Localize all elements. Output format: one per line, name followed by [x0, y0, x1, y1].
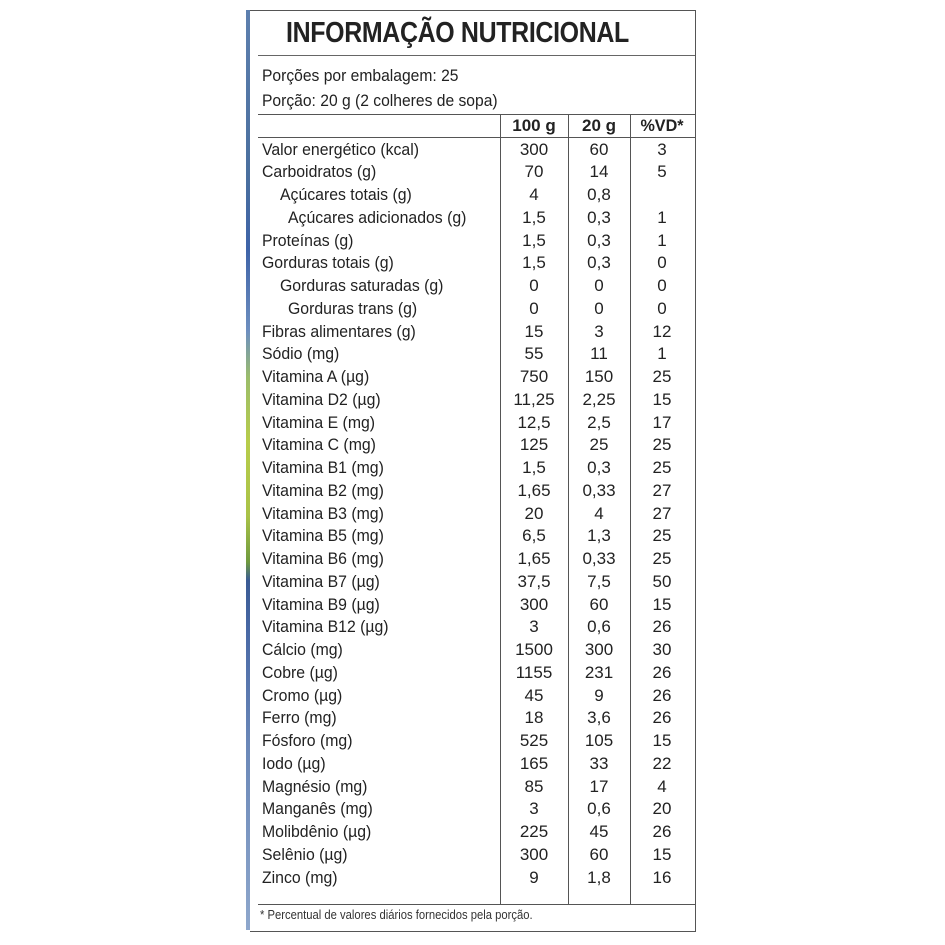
table-row [258, 821, 695, 844]
table-row [258, 457, 695, 480]
value-vd: 0 [657, 298, 667, 318]
value-per-20g: 1,3 [587, 526, 611, 546]
value-per-100g: 165 [519, 753, 549, 773]
value-vd: 25 [652, 549, 672, 568]
value-per-100g: 4 [529, 185, 539, 204]
value-per-20g: 0,6 [587, 799, 611, 819]
value-per-20g: 60 [589, 844, 609, 864]
value-vd: 26 [652, 822, 672, 841]
table-row [258, 161, 695, 184]
nutrient-name: Vitamina B2 (mg) [262, 480, 384, 500]
value-per-20g: 0,6 [587, 617, 611, 637]
footnote: * Percentual de valores diários fornecidos pela porção. [260, 908, 533, 922]
value-per-20g: 105 [584, 731, 614, 750]
value-vd: 15 [652, 389, 672, 409]
value-per-100g: 0 [529, 298, 539, 318]
table-row [258, 867, 695, 890]
nutrient-name: Vitamina C (mg) [262, 435, 376, 455]
nutrient-name: Cobre (µg) [262, 662, 338, 682]
value-per-20g: 0,3 [587, 207, 611, 227]
value-per-100g: 1,65 [517, 549, 551, 568]
nutrient-name: Molibdênio (µg) [262, 822, 372, 841]
value-per-20g: 14 [589, 162, 609, 182]
value-vd: 25 [652, 367, 672, 386]
value-per-20g: 0 [594, 276, 604, 295]
value-per-100g: 1500 [515, 640, 553, 659]
value-per-100g: 6,5 [522, 526, 546, 546]
table-row [258, 366, 695, 389]
value-per-20g: 1,8 [587, 867, 611, 887]
value-vd: 0 [657, 276, 667, 295]
nutrient-name: Vitamina B3 (mg) [262, 503, 384, 523]
value-per-20g: 3 [594, 321, 604, 341]
table-row [258, 343, 695, 366]
nutrient-name: Proteínas (g) [262, 230, 354, 250]
table-row [258, 275, 695, 298]
table-row [258, 639, 695, 662]
value-per-20g: 45 [589, 822, 609, 841]
value-per-100g: 525 [519, 731, 549, 750]
table-row [258, 480, 695, 503]
nutrition-label [250, 10, 696, 932]
value-per-20g: 7,5 [587, 571, 611, 591]
nutrient-name: Vitamina A (µg) [262, 367, 370, 386]
value-per-20g: 0,8 [587, 185, 611, 204]
table-row [258, 730, 695, 753]
nutrient-name: Iodo (µg) [262, 753, 326, 773]
nutrient-name: Gorduras saturadas (g) [280, 276, 444, 295]
value-vd: 26 [652, 685, 672, 705]
nutrient-name: Zinco (mg) [262, 867, 338, 887]
value-vd: 1 [657, 344, 667, 364]
nutrient-name: Cromo (µg) [262, 685, 343, 705]
value-per-20g: 9 [594, 685, 604, 705]
value-vd: 25 [652, 526, 672, 546]
value-per-100g: 3 [529, 799, 539, 819]
nutrient-name: Vitamina B7 (µg) [262, 571, 380, 591]
table-row [258, 184, 695, 207]
column-header-vd: %VD* [640, 116, 684, 135]
value-per-100g: 300 [519, 594, 549, 614]
value-per-100g: 37,5 [517, 571, 551, 591]
column-header-20g: 20 g [581, 116, 617, 135]
nutrient-name: Ferro (mg) [262, 708, 337, 728]
value-per-100g: 70 [524, 162, 544, 182]
value-vd: 16 [652, 867, 672, 887]
nutrient-name: Açúcares totais (g) [280, 185, 412, 204]
nutrient-name: Carboidratos (g) [262, 162, 377, 182]
value-vd: 0 [657, 253, 667, 273]
value-per-20g: 0,33 [582, 480, 616, 500]
value-per-100g: 3 [529, 617, 539, 637]
value-per-100g: 45 [524, 685, 544, 705]
value-per-100g: 1,5 [522, 207, 546, 227]
nutrient-name: Vitamina B6 (mg) [262, 549, 384, 568]
value-per-100g: 300 [519, 139, 549, 159]
table-row [258, 230, 695, 253]
value-per-100g: 12,5 [517, 412, 551, 432]
nutrient-name: Fibras alimentares (g) [262, 321, 416, 341]
value-per-100g: 1,5 [522, 458, 546, 477]
table-row [258, 844, 695, 867]
nutrient-name: Valor energético (kcal) [262, 139, 420, 159]
serving-size: Porção: 20 g (2 colheres de sopa) [262, 91, 498, 110]
value-per-20g: 150 [584, 367, 614, 386]
value-per-100g: 55 [524, 344, 544, 364]
table-row [258, 594, 695, 617]
value-per-20g: 3,6 [587, 708, 611, 728]
table-row [258, 434, 695, 457]
value-vd: 20 [652, 799, 672, 819]
table-row [258, 571, 695, 594]
table-row [258, 707, 695, 730]
value-per-20g: 0 [594, 298, 604, 318]
table-row [258, 616, 695, 639]
nutrient-name: Vitamina B12 (µg) [262, 617, 389, 637]
value-per-20g: 2,25 [582, 389, 616, 409]
value-vd: 27 [652, 503, 672, 523]
value-vd: 1 [657, 230, 667, 250]
value-per-100g: 15 [524, 321, 544, 341]
nutrient-name: Magnésio (mg) [262, 776, 368, 796]
table-row [258, 207, 695, 230]
value-per-100g: 225 [519, 822, 549, 841]
nutrient-name: Vitamina B1 (mg) [262, 458, 384, 477]
value-per-20g: 0,3 [587, 458, 611, 477]
value-vd: 5 [657, 162, 667, 182]
value-vd: 26 [652, 617, 672, 637]
value-per-20g: 11 [590, 344, 608, 364]
value-per-20g: 25 [589, 435, 609, 455]
nutrient-name: Fósforo (mg) [262, 731, 353, 750]
value-per-100g: 1155 [515, 662, 553, 682]
title-divider [258, 55, 695, 56]
table-row [258, 503, 695, 526]
nutrient-name: Sódio (mg) [262, 344, 340, 364]
value-per-20g: 0,33 [582, 549, 616, 568]
value-per-100g: 125 [519, 435, 549, 455]
nutrient-name: Vitamina D2 (µg) [262, 389, 381, 409]
value-per-20g: 2,5 [587, 412, 611, 432]
table-row [258, 776, 695, 799]
value-per-100g: 1,5 [522, 230, 546, 250]
table-row [258, 139, 695, 162]
table-row [258, 298, 695, 321]
table-row [258, 412, 695, 435]
value-per-20g: 0,3 [587, 230, 611, 250]
value-per-100g: 20 [524, 503, 544, 523]
value-vd: 25 [652, 435, 672, 455]
value-per-100g: 9 [529, 867, 539, 887]
value-per-100g: 300 [519, 844, 549, 864]
value-per-20g: 33 [589, 753, 609, 773]
value-per-100g: 18 [524, 708, 544, 728]
value-vd: 15 [652, 594, 672, 614]
nutrient-name: Selênio (µg) [262, 844, 348, 864]
value-per-20g: 60 [589, 139, 609, 159]
value-vd: 17 [652, 412, 672, 432]
value-vd: 25 [652, 458, 672, 477]
value-vd: 27 [652, 480, 672, 500]
value-vd: 1 [657, 207, 667, 227]
nutrient-name: Manganês (mg) [262, 799, 373, 819]
value-vd: 22 [652, 753, 672, 773]
nutrient-name: Vitamina B5 (mg) [262, 526, 384, 546]
value-vd: 12 [652, 321, 672, 341]
value-vd: 30 [652, 640, 672, 659]
value-per-100g: 750 [519, 367, 549, 386]
table-row [258, 548, 695, 571]
table-row [258, 662, 695, 685]
table-row [258, 685, 695, 708]
nutrient-name: Vitamina E (mg) [262, 412, 376, 432]
value-per-100g: 1,5 [522, 253, 546, 273]
value-per-100g: 85 [524, 776, 544, 796]
nutrient-name: Cálcio (mg) [262, 640, 343, 659]
value-per-20g: 4 [594, 503, 604, 523]
table-row [258, 798, 695, 821]
nutrient-name: Gorduras totais (g) [262, 253, 394, 273]
value-per-20g: 231 [584, 662, 614, 682]
value-per-100g: 11,25 [513, 389, 555, 409]
column-header-100g: 100 g [512, 116, 556, 135]
table-row [258, 321, 695, 344]
table-row [258, 252, 695, 275]
label-title: INFORMAÇÃO NUTRICIONAL [286, 17, 629, 49]
value-per-20g: 0,3 [587, 253, 611, 273]
value-per-20g: 300 [584, 640, 614, 659]
servings-per-package: Porções por embalagem: 25 [262, 66, 459, 85]
value-per-100g: 0 [529, 276, 539, 295]
value-per-100g: 1,65 [517, 480, 551, 500]
value-vd: 3 [657, 139, 667, 159]
nutrient-name: Gorduras trans (g) [288, 298, 418, 318]
value-per-20g: 17 [589, 776, 609, 796]
table-row [258, 753, 695, 776]
value-vd: 15 [652, 731, 672, 750]
nutrition-table [258, 114, 695, 905]
value-vd: 4 [657, 776, 667, 796]
value-vd: 26 [652, 708, 672, 728]
value-vd: 26 [652, 662, 672, 682]
nutrient-name: Açúcares adicionados (g) [288, 207, 467, 227]
table-row [258, 389, 695, 412]
value-vd: 15 [652, 844, 672, 864]
nutrient-name: Vitamina B9 (µg) [262, 594, 380, 614]
table-row [258, 525, 695, 548]
value-per-20g: 60 [589, 594, 609, 614]
table-header [258, 115, 695, 137]
value-vd: 50 [652, 571, 672, 591]
